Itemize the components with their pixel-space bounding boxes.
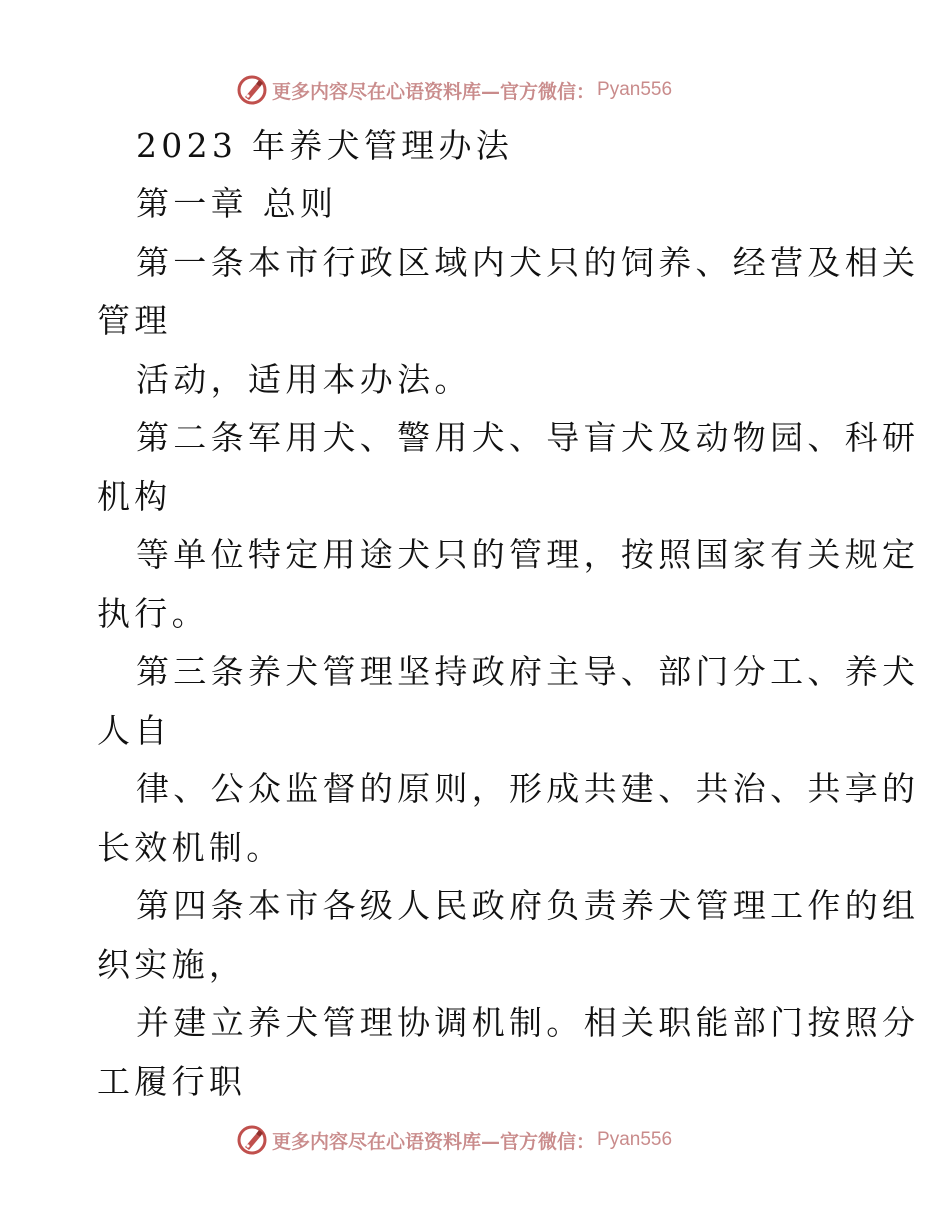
text-line: 织实施， [97, 945, 247, 984]
text-line: 机构 [97, 477, 172, 516]
text-line: 第一条本市行政区域内犬只的饲养、经营及相关 [136, 243, 920, 282]
footer-watermark [236, 1123, 672, 1157]
watermark-wechat-id: Pyan556 [597, 1129, 673, 1150]
watermark-text: 更多内容尽在心语资料库—官方微信： [272, 80, 596, 103]
text-line: 人自 [97, 711, 172, 750]
text-line: 管理 [97, 301, 172, 340]
text-line: 律、公众监督的原则，形成共建、共治、共享的 [136, 769, 920, 808]
watermark-text: 更多内容尽在心语资料库—官方微信： [272, 1130, 596, 1153]
pen-logo-icon [236, 74, 268, 106]
text-line: 等单位特定用途犬只的管理，按照国家有关规定 [136, 535, 920, 574]
text-line: 执行。 [97, 594, 209, 633]
text-line: 第三条养犬管理坚持政府主导、部门分工、养犬 [136, 652, 920, 691]
text-line: 工履行职 [97, 1062, 247, 1101]
text-line: 第四条本市各级人民政府负责养犬管理工作的组 [136, 886, 920, 925]
text-line: 活动，适用本办法。 [136, 360, 472, 399]
chapter-heading: 第一章 总则 [136, 184, 338, 223]
text-line: 并建立养犬管理协调机制。相关职能部门按照分 [136, 1003, 920, 1042]
document-title: 2023 年养犬管理办法 [136, 126, 514, 165]
text-line: 长效机制。 [97, 828, 284, 867]
pen-logo-icon [236, 1124, 268, 1156]
header-watermark [236, 73, 672, 107]
text-line: 第二条军用犬、警用犬、导盲犬及动物园、科研 [136, 418, 920, 457]
watermark-wechat-id: Pyan556 [597, 79, 673, 100]
